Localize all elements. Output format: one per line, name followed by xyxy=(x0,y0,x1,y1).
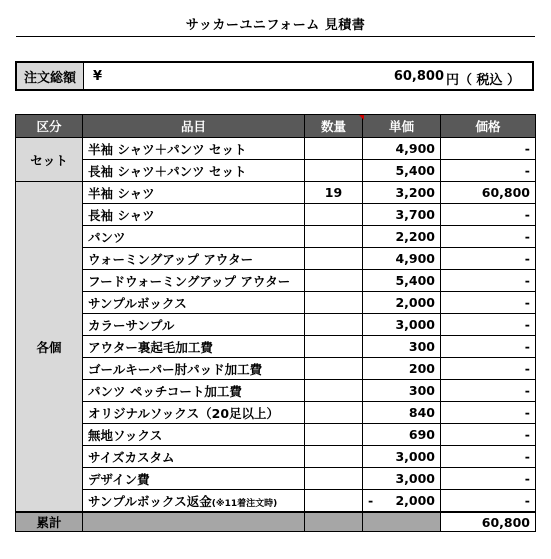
item-name: オリジナルソックス（20足以上） xyxy=(88,405,280,421)
table-row xyxy=(16,248,536,270)
item-name: 半袖 シャツ＋パンツ セット xyxy=(88,141,247,157)
unit-price-cell: 5,400 xyxy=(363,270,441,292)
item-cell xyxy=(83,226,305,248)
table-row xyxy=(16,314,536,336)
item-name: パンツ xyxy=(88,229,126,245)
unit-price-cell xyxy=(363,490,441,513)
item-name: サンプルボックス返金 xyxy=(88,493,212,509)
item-name: フードウォーミングアップ アウター xyxy=(88,273,291,289)
table-row xyxy=(16,138,536,160)
table-row xyxy=(16,204,536,226)
price-cell: - xyxy=(441,358,536,380)
item-cell xyxy=(83,490,305,513)
summary-label: 累計 xyxy=(16,512,83,532)
unit-price-cell: 5,400 xyxy=(363,160,441,182)
item-cell xyxy=(83,182,305,204)
item-name: サンプルボックス xyxy=(88,295,187,311)
estimate-table xyxy=(15,114,536,532)
price-cell: - xyxy=(441,204,536,226)
price-cell: - xyxy=(441,336,536,358)
price-cell: - xyxy=(441,402,536,424)
item-cell xyxy=(83,380,305,402)
price-cell: - xyxy=(441,314,536,336)
summary-blank-cell xyxy=(305,512,363,532)
item-cell xyxy=(83,336,305,358)
quantity-cell xyxy=(305,380,363,402)
price-cell: - xyxy=(441,490,536,513)
unit-price-sign: - xyxy=(368,493,374,508)
summary-blank-cell xyxy=(363,512,441,532)
category-cell: セット xyxy=(16,138,83,182)
order-total-unit: 円（ 税込 ） xyxy=(445,73,520,88)
table-row xyxy=(16,182,536,204)
price-cell: 60,800 xyxy=(441,182,536,204)
quantity-cell xyxy=(305,358,363,380)
quantity-cell xyxy=(305,446,363,468)
table-row xyxy=(16,270,536,292)
unit-price-wrap xyxy=(368,493,435,508)
item-name: アウター裏起毛加工費 xyxy=(88,339,213,355)
table-row xyxy=(16,160,536,182)
item-cell xyxy=(83,424,305,446)
item-cell xyxy=(83,292,305,314)
item-name: パンツ ペッチコート加工費 xyxy=(88,383,242,399)
quantity-cell: 19 xyxy=(305,182,363,204)
item-cell xyxy=(83,402,305,424)
item-name: ウォーミングアップ アウター xyxy=(88,251,254,267)
price-cell: - xyxy=(441,160,536,182)
item-name: デザイン費 xyxy=(88,471,150,487)
table-row xyxy=(16,446,536,468)
table-row xyxy=(16,468,536,490)
title-underline xyxy=(16,36,535,37)
item-cell xyxy=(83,446,305,468)
quantity-cell xyxy=(305,490,363,513)
currency-symbol: ¥ xyxy=(93,69,103,84)
item-name: 半袖 シャツ xyxy=(88,185,155,201)
summary-price: 60,800 xyxy=(441,512,536,532)
item-cell xyxy=(83,468,305,490)
unit-price-cell: 3,000 xyxy=(363,314,441,336)
unit-price-cell: 840 xyxy=(363,402,441,424)
unit-price-cell: 300 xyxy=(363,380,441,402)
item-cell xyxy=(83,204,305,226)
item-cell xyxy=(83,270,305,292)
item-cell xyxy=(83,248,305,270)
item-cell xyxy=(83,138,305,160)
item-name: ゴールキーパー肘パッド加工費 xyxy=(88,361,263,377)
unit-price-cell: 200 xyxy=(363,358,441,380)
table-row xyxy=(16,490,536,513)
quantity-cell xyxy=(305,402,363,424)
unit-price-cell: 3,000 xyxy=(363,468,441,490)
header-unit-price: 単価 xyxy=(363,115,441,138)
item-cell xyxy=(83,160,305,182)
quantity-cell xyxy=(305,248,363,270)
item-name: サイズカスタム xyxy=(88,449,175,465)
price-cell: - xyxy=(441,380,536,402)
item-cell xyxy=(83,314,305,336)
quantity-cell xyxy=(305,204,363,226)
price-cell: - xyxy=(441,424,536,446)
order-total-value-area xyxy=(84,63,532,89)
header-quantity: 数量 xyxy=(305,115,363,138)
quantity-cell xyxy=(305,226,363,248)
summary-row xyxy=(16,512,536,532)
order-total-label: 注文総額 xyxy=(17,63,84,89)
unit-price-cell: 3,200 xyxy=(363,182,441,204)
unit-price-cell: 2,200 xyxy=(363,226,441,248)
table-row xyxy=(16,424,536,446)
category-cell: 各個 xyxy=(16,182,83,513)
unit-price-cell: 3,700 xyxy=(363,204,441,226)
comment-indicator-mark xyxy=(359,115,364,120)
item-note: (※11着注文時) xyxy=(211,498,278,509)
order-total-amount: 60,800 xyxy=(393,69,444,84)
quantity-cell xyxy=(305,138,363,160)
header-item: 品目 xyxy=(83,115,305,138)
quantity-cell xyxy=(305,314,363,336)
price-cell: - xyxy=(441,138,536,160)
quantity-cell xyxy=(305,468,363,490)
price-cell: - xyxy=(441,270,536,292)
unit-price-cell: 4,900 xyxy=(363,248,441,270)
unit-price-cell: 300 xyxy=(363,336,441,358)
estimate-title: サッカーユニフォーム 見積書 xyxy=(185,18,366,33)
price-cell: - xyxy=(441,226,536,248)
unit-price-value: 2,000 xyxy=(395,493,435,508)
unit-price-cell: 3,000 xyxy=(363,446,441,468)
price-cell: - xyxy=(441,446,536,468)
item-name: 無地ソックス xyxy=(88,427,163,443)
item-name: 長袖 シャツ＋パンツ セット xyxy=(88,163,247,179)
quantity-cell xyxy=(305,270,363,292)
table-row xyxy=(16,292,536,314)
table-row xyxy=(16,336,536,358)
unit-price-cell: 690 xyxy=(363,424,441,446)
unit-price-cell: 2,000 xyxy=(363,292,441,314)
header-category: 区分 xyxy=(16,115,83,138)
header-row xyxy=(16,115,536,138)
quantity-cell xyxy=(305,160,363,182)
order-total-box xyxy=(15,61,534,91)
quantity-cell xyxy=(305,292,363,314)
table-row xyxy=(16,358,536,380)
header-price: 価格 xyxy=(441,115,536,138)
item-name: カラーサンプル xyxy=(88,317,175,333)
quantity-cell xyxy=(305,424,363,446)
table-row xyxy=(16,380,536,402)
item-cell xyxy=(83,358,305,380)
unit-price-cell: 4,900 xyxy=(363,138,441,160)
summary-blank-cell xyxy=(83,512,305,532)
price-cell: - xyxy=(441,292,536,314)
price-cell: - xyxy=(441,248,536,270)
table-row xyxy=(16,402,536,424)
price-cell: - xyxy=(441,468,536,490)
item-name: 長袖 シャツ xyxy=(88,207,155,223)
quantity-cell xyxy=(305,336,363,358)
table-row xyxy=(16,226,536,248)
